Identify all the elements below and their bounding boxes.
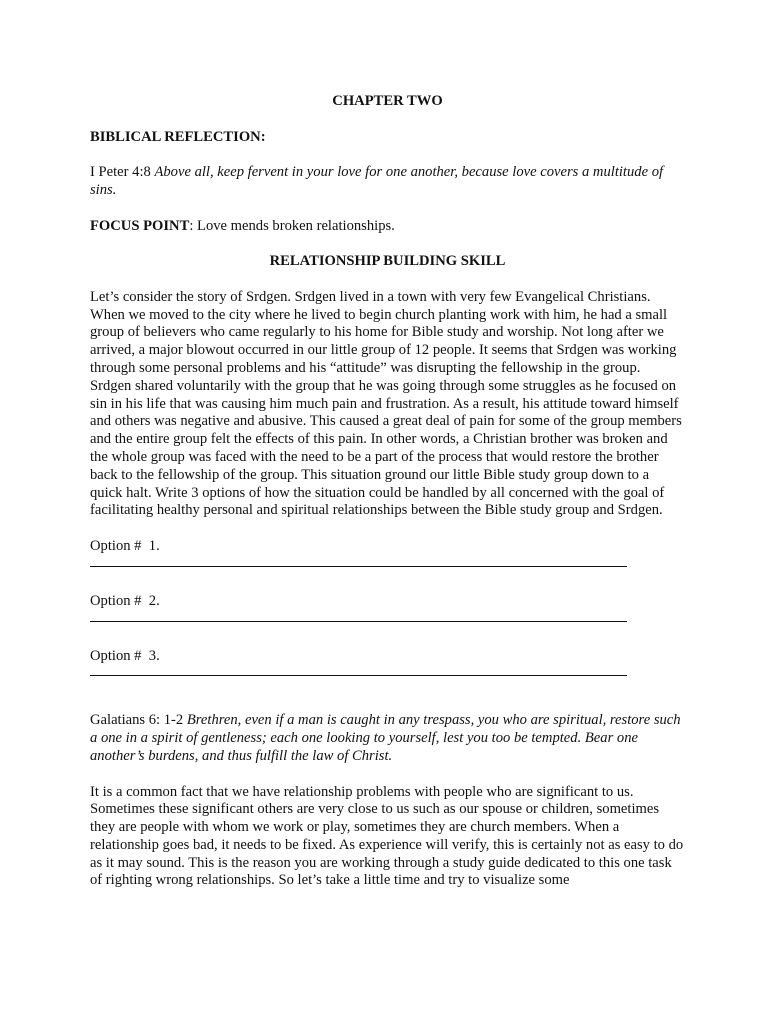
- story-paragraph: Let’s consider the story of Srdgen. Srdgen lived in a town with very few Evangelical Christians. When we moved to the city where he lived to begin church planting work with him, he had a small group of believers who came regularly to his home for Bible study and worship. Not long after we arrived, a major blowout occurred in our little group of 12 people. It seems that Srdgen was working through some personal problems and his “attitude” was disrupting the fellowship in the group. Srdgen shared voluntarily with the group that he was going through some struggles as he focused on sin in his life that was causing him much pain and frustration. As a result, his attitude toward himself and others was negative and abusive. This caused a great deal of pain for some of the group members and the entire group felt the effects of this pain. In other words, a Christian brother was broken and the whole group was faced with the need to be a part of the process that would restore the brother back to the fellowship of the group. This situation ground our little Bible study group down to a quick halt. Write 3 options of how the situation could be handled by all concerned with the goal of facilitating healthy personal and spiritual relationships between the Bible study group and Srdgen.: [90, 288, 682, 519]
- verse-1-text: Above all, keep fervent in your love for one another, because love covers a multitude of sins.: [90, 164, 664, 198]
- focus-label: FOCUS POINT: [90, 217, 190, 234]
- closing-paragraph: It is a common fact that we have relationship problems with people who are significant to us. Sometimes these significant others are very close to us such as our spouse or children, sometimes they are people with whom we work or play, sometimes they are church members. When a relationship goes bad, it needs to be fixed. As experience will verify, this is certainly not as easy to do as it may sound. This is the reason you are working through a study guide dedicated to this one task of righting wrong relationships. So let’s take a little time and try to visualize some: [90, 783, 684, 889]
- verse-2: [90, 712, 685, 765]
- verse-2-ref: Galatians 6: 1-2: [90, 712, 187, 729]
- chapter-heading: CHAPTER TWO: [332, 93, 443, 109]
- focus-point: [90, 218, 685, 236]
- option-1: [90, 538, 685, 567]
- document-page: [90, 93, 685, 890]
- option-3-answer-line[interactable]: [90, 665, 627, 676]
- option-1-answer-line[interactable]: [90, 556, 627, 567]
- option-3: [90, 648, 685, 677]
- reflection-label: BIBLICAL REFLECTION:: [90, 128, 266, 145]
- option-3-label: Option # 3.: [90, 647, 160, 664]
- verse-2-text: Brethren, even if a man is caught in any trespass, you who are spiritual, restore such a one in a spirit of gentleness; each one looking to yourself, lest you too be tempted. Bear one another’s burdens, and thus fulfill the law of Christ.: [90, 712, 681, 764]
- option-2-answer-line[interactable]: [90, 611, 627, 622]
- focus-text: : Love mends broken relationships.: [189, 217, 395, 234]
- skill-heading: RELATIONSHIP BUILDING SKILL: [269, 253, 506, 270]
- option-2: [90, 593, 685, 622]
- option-2-label: Option # 2.: [90, 592, 160, 609]
- verse-1-ref: I Peter 4:8: [90, 164, 155, 181]
- option-1-label: Option # 1.: [90, 537, 160, 554]
- verse-1: [90, 164, 685, 200]
